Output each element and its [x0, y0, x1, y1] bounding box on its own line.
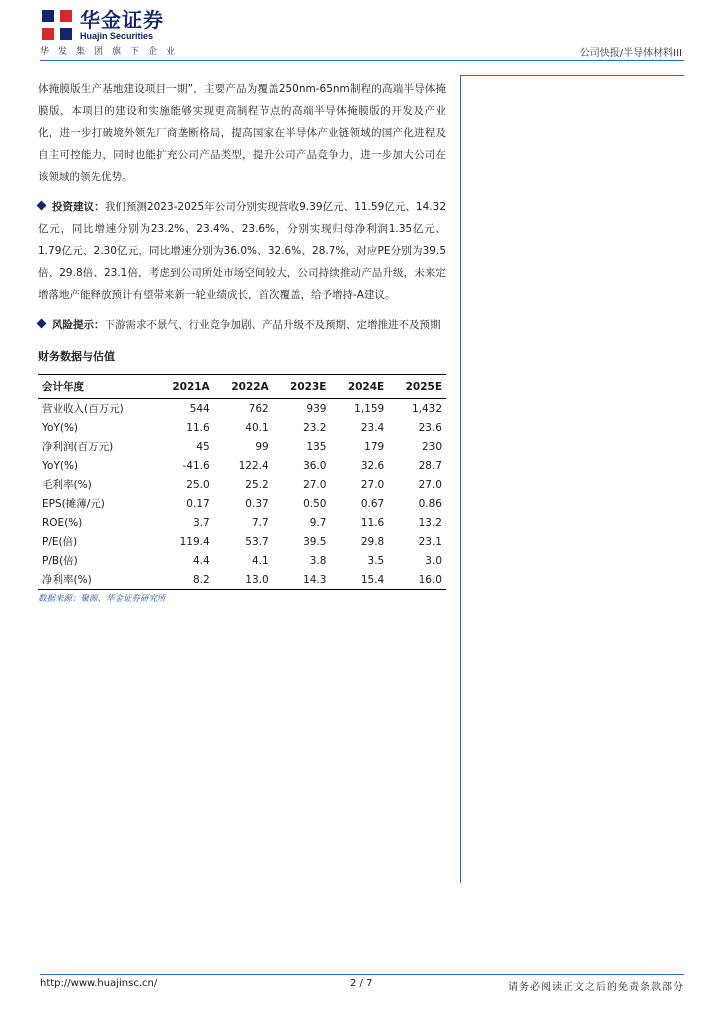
- table-cell: 3.8: [309, 554, 327, 567]
- row-label: 净利率(%): [38, 570, 155, 590]
- table-cell: 0.67: [360, 497, 385, 510]
- table-cell: 29.8: [360, 535, 385, 548]
- header-cell: 2024E: [330, 375, 388, 399]
- table-cell: 36.0: [303, 459, 327, 472]
- row-label: 营业收入(百万元): [42, 403, 124, 415]
- table-cell: 4.4: [192, 554, 210, 567]
- table-cell: 27.0: [418, 478, 442, 491]
- table-cell: 0.17: [186, 497, 210, 510]
- header-cell: 2025E: [388, 375, 446, 399]
- table-cell: 7.7: [251, 516, 269, 529]
- table-cell: 179: [364, 440, 385, 453]
- table-cell: 53.7: [245, 535, 269, 548]
- row-label: 净利润(百万元): [42, 441, 114, 453]
- header-cell: 会计年度: [38, 375, 155, 399]
- main-content: [38, 78, 446, 604]
- table-cell: 16.0: [388, 570, 446, 590]
- logo-mark-icon: [40, 8, 74, 42]
- table-cell: 939: [306, 402, 327, 415]
- table-cell: -41.6: [182, 459, 210, 472]
- table-row: [38, 570, 446, 590]
- row-label: YoY(%): [42, 459, 79, 472]
- table-row: [38, 437, 446, 456]
- table-cell: 8.2: [155, 570, 214, 590]
- row-label: EPS(摊薄/元): [42, 498, 105, 510]
- report-category: 公司快报/半导体材料III: [579, 48, 682, 59]
- row-label: P/B(倍): [42, 555, 78, 567]
- table-row: [38, 399, 446, 419]
- table-cell: 32.6: [360, 459, 385, 472]
- risk-label: 风险提示：: [52, 319, 105, 331]
- table-title: 财务数据与估值: [38, 350, 115, 363]
- table-cell: 135: [306, 440, 327, 453]
- financial-table: [38, 374, 446, 590]
- header-cell: 2021A: [155, 375, 214, 399]
- table-cell: 3.0: [425, 554, 442, 567]
- risk-warning: [38, 314, 446, 336]
- table-cell: 1,432: [411, 402, 442, 415]
- table-cell: 27.0: [360, 478, 385, 491]
- table-cell: 0.86: [418, 497, 442, 510]
- table-row: [38, 475, 446, 494]
- table-cell: 762: [248, 402, 269, 415]
- table-row: [38, 532, 446, 551]
- table-cell: 9.7: [309, 516, 327, 529]
- row-label: ROE(%): [42, 516, 83, 529]
- sidebar-divider: [460, 75, 461, 883]
- investment-advice: [38, 196, 446, 306]
- table-cell: 27.0: [303, 478, 327, 491]
- header-cell: 2023E: [273, 375, 331, 399]
- table-cell: 230: [421, 440, 442, 453]
- table-cell: 0.37: [245, 497, 269, 510]
- footer-divider: [40, 974, 684, 975]
- table-cell: 39.5: [303, 535, 327, 548]
- table-row: [38, 494, 446, 513]
- row-label: 毛利率(%): [42, 479, 92, 491]
- table-cell: 13.2: [418, 516, 442, 529]
- header-divider: [40, 60, 684, 61]
- investment-text: 我们预测2023-2025年公司分别实现营收9.39亿元、11.59亿元、14.32亿元，同比增速分别为23.2%、23.4%、23.6%，分别实现归母净利润1.35亿元、1.79亿元、2.30亿元，同比增速分别为36.0%、32.6%、28.7%，对应PE分别为39.5倍、29.8倍、23.1倍，考虑到公司所处市场空间较大，公司持续推动产品升级，未来定增落地产能释放预计有望带来新一轮业绩成长，首次覆盖，给予增持-A建议。: [38, 201, 446, 301]
- table-cell: 25.2: [245, 478, 269, 491]
- logo-name-cn: 华金证券: [80, 7, 164, 32]
- table-cell: 544: [189, 402, 210, 415]
- table-cell: 3.5: [367, 554, 385, 567]
- table-cell: 14.3: [273, 570, 331, 590]
- risk-text: 下游需求不景气、行业竞争加剧、产品升级不及预期、定增推进不及预期: [104, 319, 441, 331]
- table-header-row: [38, 375, 446, 399]
- table-cell: 25.0: [186, 478, 210, 491]
- table-cell: 40.1: [245, 421, 269, 434]
- page-number: 2 / 7: [350, 978, 373, 989]
- table-cell: 4.1: [251, 554, 269, 567]
- table-cell: 23.6: [418, 421, 442, 434]
- footer-disclaimer: 请务必阅读正文之后的免责条款部分: [508, 982, 684, 993]
- intro-paragraph: 体掩膜版生产基地建设项目一期”，主要产品为覆盖250nm-65nm制程的高端半导体掩膜版，本项目的建设和实施能够实现更高制程节点的高端半导体掩膜版的开发及产业化，进一步打破境外领先厂商垄断格局，提高国家在半导体产业链领域的国产化进程及自主可控能力，同时也能扩充公司产品类型，提升公司产品竞争力，进一步加大公司在该领域的领先优势。: [38, 83, 446, 183]
- row-label: YoY(%): [42, 421, 79, 434]
- company-logo: [40, 8, 164, 42]
- table-cell: 99: [255, 440, 269, 453]
- investment-label: 投资建议：: [52, 201, 105, 213]
- table-cell: 23.2: [303, 421, 327, 434]
- header-cell: 2022A: [214, 375, 273, 399]
- sidebar-top-divider: [460, 75, 684, 76]
- table-cell: 1,159: [354, 402, 385, 415]
- table-row: [38, 513, 446, 532]
- table-row: [38, 418, 446, 437]
- table-cell: 45: [196, 440, 210, 453]
- table-cell: 122.4: [238, 459, 269, 472]
- data-source: 数据来源：聚源、华金证券研究所: [38, 594, 166, 604]
- table-cell: 23.4: [360, 421, 385, 434]
- table-cell: 0.50: [303, 497, 327, 510]
- table-cell: 119.4: [179, 535, 210, 548]
- table-cell: 15.4: [330, 570, 388, 590]
- table-cell: 13.0: [214, 570, 273, 590]
- logo-name-en: Huajin Securities: [80, 30, 154, 41]
- table-cell: 3.7: [192, 516, 210, 529]
- group-slogan: 华发集团旗下企业: [40, 47, 185, 57]
- table-cell: 28.7: [418, 459, 442, 472]
- footer-website-link[interactable]: http://www.huajinsc.cn/: [40, 978, 158, 989]
- table-cell: 23.1: [418, 535, 442, 548]
- table-row: [38, 456, 446, 475]
- table-cell: 11.6: [360, 516, 385, 529]
- table-row: [38, 551, 446, 570]
- table-cell: 11.6: [186, 421, 210, 434]
- row-label: P/E(倍): [42, 536, 78, 548]
